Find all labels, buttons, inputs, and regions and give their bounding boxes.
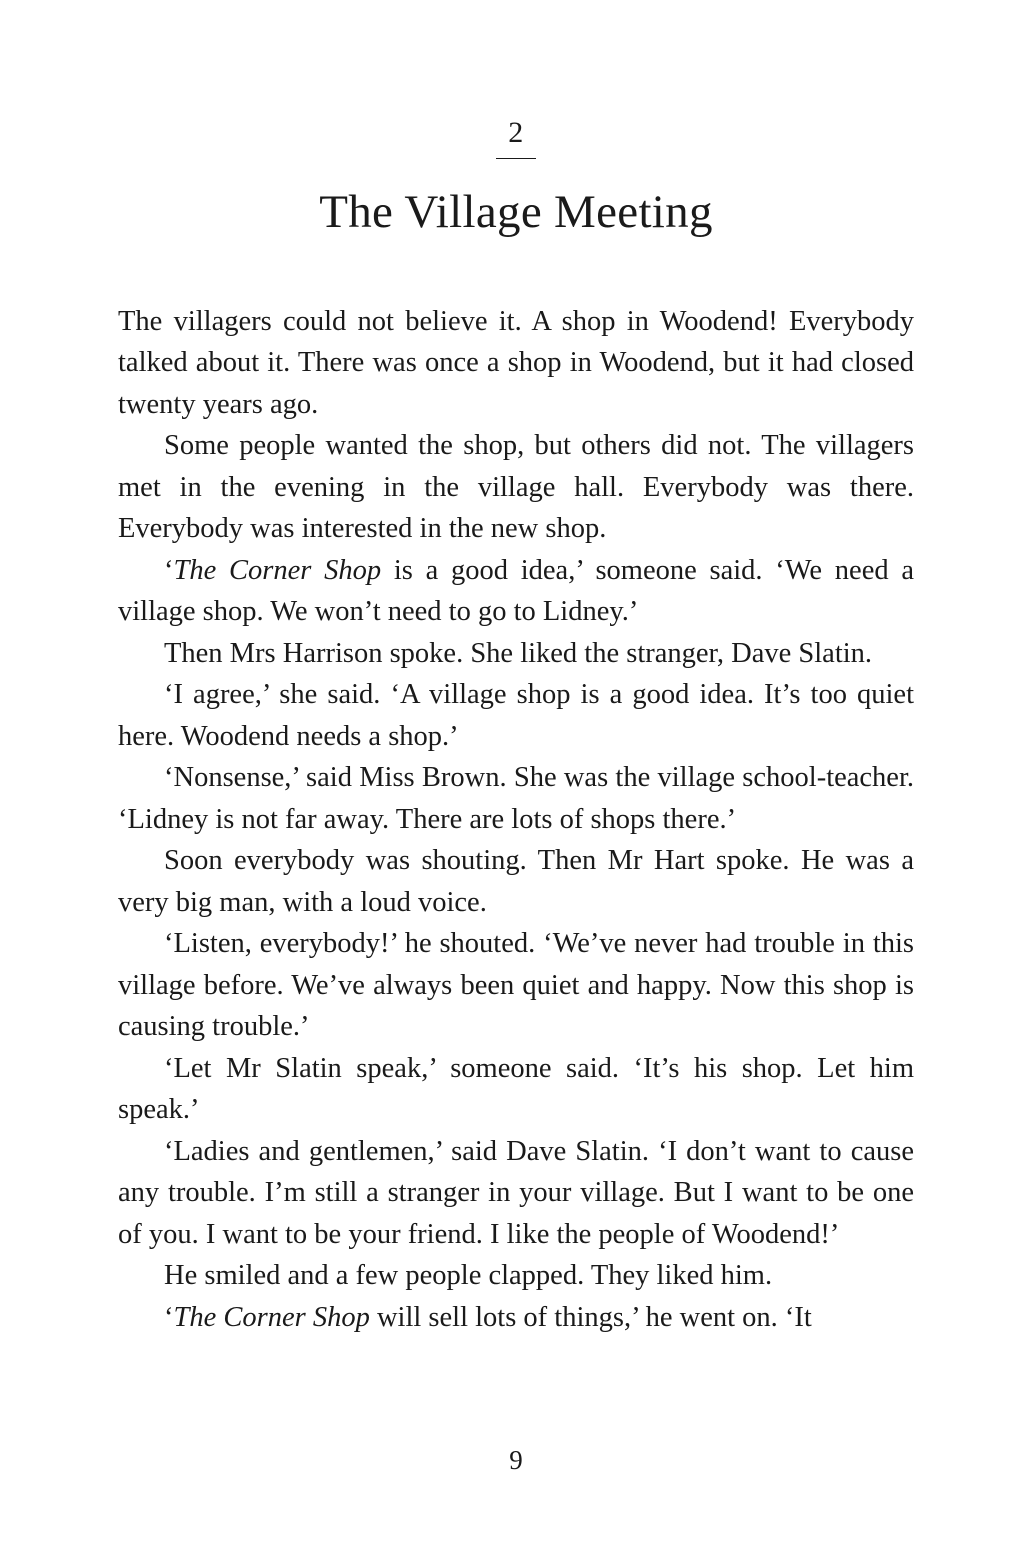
body-paragraph: [118, 757, 914, 840]
text-run: is a good idea,’ someone said. ‘We need a village shop. We won’t need to go to Lidney.’: [118, 554, 914, 628]
body-paragraph: [118, 1048, 914, 1131]
text-run: ‘: [164, 554, 174, 586]
text-run: ‘Nonsense,’ said Miss Brown. She was the village school-teacher. ‘Lidney is not far away. There are lots of shops there.’: [118, 762, 914, 835]
body-paragraph: [118, 425, 914, 550]
body-paragraph: [118, 301, 914, 426]
body-paragraph: [118, 633, 914, 675]
text-run: ‘Listen, everybody!’ he shouted. ‘We’ve never had trouble in this village before. We’ve always been quiet and happy. Now this shop is causing trouble.’: [118, 928, 914, 1043]
body-paragraph: [118, 1131, 914, 1256]
chapter-body: [118, 301, 914, 1339]
text-run: He smiled and a few people clapped. They liked him.: [164, 1260, 773, 1292]
text-run: Some people wanted the shop, but others did not. The villagers met in the evening in the village hall. Everybody was there. Everybody was interested in the new shop.: [118, 430, 914, 545]
text-run: Soon everybody was shouting. Then Mr Hart spoke. He was a very big man, with a loud voice.: [118, 845, 914, 918]
body-paragraph: [118, 923, 914, 1048]
chapter-number-text: 2: [496, 118, 536, 159]
text-run: ‘I agree,’ she said. ‘A village shop is a good idea. It’s too quiet here. Woodend needs a shop.’: [118, 679, 914, 752]
text-run: will sell lots of things,’ he went on. ‘It: [369, 1301, 812, 1333]
text-run: The villagers could not believe it. A shop in Woodend! Everybody talked about it. There was once a shop in Woodend, but it had closed twenty years ago.: [118, 305, 914, 420]
body-paragraph: [118, 840, 914, 923]
chapter-title: The Village Meeting: [319, 186, 713, 238]
body-paragraph: [118, 1297, 914, 1339]
body-paragraph: [118, 550, 914, 633]
italic-title-run: The Corner Shop: [173, 554, 382, 586]
text-run: ‘: [164, 1301, 174, 1333]
page-number: 9: [509, 1445, 523, 1475]
text-run: Then Mrs Harrison spoke. She liked the stranger, Dave Slatin.: [164, 637, 873, 669]
chapter-number: [118, 0, 914, 159]
text-run: ‘Let Mr Slatin speak,’ someone said. ‘It’s his shop. Let him speak.’: [118, 1052, 914, 1126]
text-run: ‘Ladies and gentlemen,’ said Dave Slatin. ‘I don’t want to cause any trouble. I’m still a stranger in your village. But I want to be one of you. I want to be your friend. I like the people of Woodend!’: [118, 1135, 914, 1250]
body-paragraph: [118, 1255, 914, 1297]
italic-title-run: The Corner Shop: [173, 1301, 370, 1333]
body-paragraph: [118, 674, 914, 757]
